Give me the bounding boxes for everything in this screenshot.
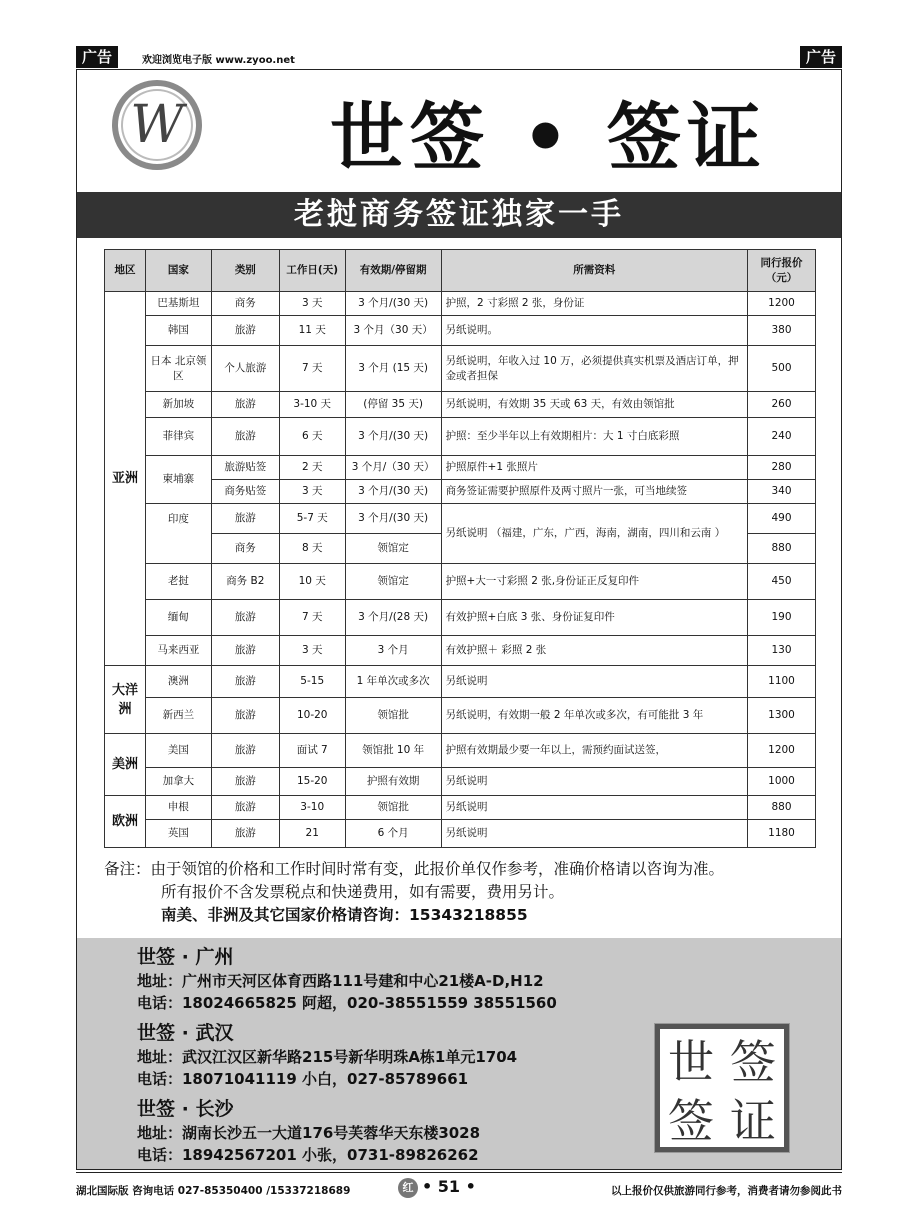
cell-validity: (停留 35 天) — [345, 392, 441, 418]
ad-tag-left: 广告 — [76, 46, 118, 68]
cell-price: 880 — [748, 796, 816, 820]
cell-requirements: 另纸说明，有效期 35 天或 63 天，有效由领馆批 — [441, 392, 747, 418]
note-line-3: 南美、非洲及其它国家价格请咨询：15343218855 — [161, 906, 528, 924]
cell-country: 缅甸 — [145, 600, 211, 636]
cell-requirements: 另纸说明 — [441, 820, 747, 848]
cell-requirements: 另纸说明，有效期一般 2 年单次或多次，有可能批 3 年 — [441, 698, 747, 734]
header-region: 地区 — [105, 250, 146, 292]
cell-type: 旅游 — [211, 734, 279, 768]
cell-validity: 领馆批 10 年 — [345, 734, 441, 768]
table-row — [105, 820, 816, 848]
cell-days: 15-20 — [279, 768, 345, 796]
cell-days: 5-15 — [279, 666, 345, 698]
table-row — [105, 504, 816, 534]
cell-type: 旅游 — [211, 698, 279, 734]
cell-type: 个人旅游 — [211, 346, 279, 392]
cell-validity: 领馆定 — [345, 534, 441, 564]
cell-validity: 3 个月（30 天） — [345, 316, 441, 346]
table-row — [105, 292, 816, 316]
cell-validity: 领馆批 — [345, 796, 441, 820]
cell-requirements: 护照原件+1 张照片 — [441, 456, 747, 480]
top-bar — [76, 46, 842, 70]
footer-left: 湖北国际版 咨询电话 027-85350400 /15337218689 — [76, 1185, 351, 1197]
header-country: 国家 — [145, 250, 211, 292]
footer-right: 以上报价仅供旅游同行参考，消费者请勿参阅此书 — [611, 1185, 842, 1197]
office-name: 世签 · 武汉 — [137, 1022, 234, 1044]
table-row — [105, 418, 816, 456]
promo-banner: 老挝商务签证独家一手 — [77, 192, 841, 238]
cell-price: 280 — [748, 456, 816, 480]
cell-country: 申根 — [145, 796, 211, 820]
cell-country: 老挝 — [145, 564, 211, 600]
stamp-char: 证 — [730, 1093, 776, 1148]
cell-days: 3 天 — [279, 292, 345, 316]
cell-country: 韩国 — [145, 316, 211, 346]
cell-days: 7 天 — [279, 600, 345, 636]
header-requirements: 所需资料 — [441, 250, 747, 292]
cell-validity: 6 个月 — [345, 820, 441, 848]
cell-type: 旅游 — [211, 796, 279, 820]
brand-stamp — [655, 1024, 789, 1152]
cell-country: 澳洲 — [145, 666, 211, 698]
cell-days: 3 天 — [279, 636, 345, 666]
cell-country: 印度 — [145, 504, 211, 564]
cell-days: 8 天 — [279, 534, 345, 564]
cell-requirements: 另纸说明 — [441, 796, 747, 820]
header-price: 同行报价（元） — [748, 250, 816, 292]
cell-days: 7 天 — [279, 346, 345, 392]
table-row — [105, 564, 816, 600]
cell-country: 柬埔寨 — [145, 456, 211, 504]
cell-price: 1200 — [748, 292, 816, 316]
table-row — [105, 636, 816, 666]
cell-days: 3 天 — [279, 480, 345, 504]
region-asia: 亚洲 — [105, 292, 146, 666]
office-name: 世签 · 长沙 — [137, 1098, 234, 1120]
cell-requirements: 有效护照+白底 3 张、身份证复印件 — [441, 600, 747, 636]
table-row — [105, 796, 816, 820]
cell-requirements: 商务签证需要护照原件及两寸照片一张，可当地续签 — [441, 480, 747, 504]
region-europe: 欧洲 — [105, 796, 146, 848]
stamp-char: 世 — [668, 1034, 714, 1089]
cell-validity: 领馆批 — [345, 698, 441, 734]
cell-days: 面试 7 — [279, 734, 345, 768]
cell-type: 旅游 — [211, 636, 279, 666]
price-table — [104, 249, 816, 848]
cell-price: 490 — [748, 504, 816, 534]
cell-price: 1000 — [748, 768, 816, 796]
cell-validity: 3 个月/(30 天) — [345, 480, 441, 504]
cell-price: 500 — [748, 346, 816, 392]
cell-type: 旅游 — [211, 504, 279, 534]
cell-country: 日本 北京领区 — [145, 346, 211, 392]
note-line-2: 所有报价不含发票税点和快递费用，如有需要，费用另计。 — [161, 883, 565, 901]
cell-country: 马来西亚 — [145, 636, 211, 666]
cell-days: 3-10 — [279, 796, 345, 820]
cell-days: 10 天 — [279, 564, 345, 600]
office-address: 地址：广州市天河区体育西路111号建和中心21楼A-D,H12 — [137, 972, 544, 990]
cell-country: 巴基斯坦 — [145, 292, 211, 316]
table-row — [105, 600, 816, 636]
cell-price: 340 — [748, 480, 816, 504]
cell-country: 新加坡 — [145, 392, 211, 418]
stamp-char: 签 — [668, 1093, 714, 1148]
cell-validity: 3 个月/（30 天） — [345, 456, 441, 480]
cell-validity: 3 个月/(30 天) — [345, 418, 441, 456]
office-phone: 电话：18071041119 小白，027-85789661 — [137, 1070, 469, 1088]
table-row — [105, 666, 816, 698]
cell-requirements: 另纸说明 — [441, 666, 747, 698]
cell-type: 商务 — [211, 292, 279, 316]
header-validity: 有效期/停留期 — [345, 250, 441, 292]
cell-requirements: 护照：至少半年以上有效期相片：大 1 寸白底彩照 — [441, 418, 747, 456]
cell-price: 450 — [748, 564, 816, 600]
cell-requirements: 护照+大一寸彩照 2 张,身份证正反复印件 — [441, 564, 747, 600]
cell-price: 190 — [748, 600, 816, 636]
cell-price: 1200 — [748, 734, 816, 768]
header-workdays: 工作日(天) — [279, 250, 345, 292]
table-row — [105, 734, 816, 768]
cell-type: 旅游 — [211, 600, 279, 636]
ad-tag-right: 广告 — [800, 46, 842, 68]
table-row — [105, 392, 816, 418]
cell-days: 3-10 天 — [279, 392, 345, 418]
cell-days: 6 天 — [279, 418, 345, 456]
note-line-1: 备注：由于领馆的价格和工作时间时常有变，此报价单仅作参考，准确价格请以咨询为准。 — [104, 860, 725, 878]
page-number-text: • 51 • — [422, 1177, 476, 1196]
cell-type: 旅游 — [211, 392, 279, 418]
cell-price: 260 — [748, 392, 816, 418]
logo-letter: W — [130, 95, 184, 155]
table-row — [105, 316, 816, 346]
cell-type: 旅游 — [211, 666, 279, 698]
region-america: 美洲 — [105, 734, 146, 796]
office-guangzhou — [137, 944, 557, 1014]
cell-type: 旅游 — [211, 316, 279, 346]
office-changsha — [137, 1096, 480, 1166]
cell-validity: 3 个月/(30 天) — [345, 292, 441, 316]
cell-validity: 3 个月 (15 天) — [345, 346, 441, 392]
cell-country: 加拿大 — [145, 768, 211, 796]
table-header-row — [105, 250, 816, 292]
cell-type: 旅游 — [211, 418, 279, 456]
table-row — [105, 480, 816, 504]
cell-price: 880 — [748, 534, 816, 564]
cell-type: 商务 B2 — [211, 564, 279, 600]
cell-days: 2 天 — [279, 456, 345, 480]
table-row — [105, 346, 816, 392]
cell-price: 1180 — [748, 820, 816, 848]
cell-type: 旅游 — [211, 820, 279, 848]
brand-title: 世签 • 签证 — [330, 95, 767, 181]
cell-requirements: 另纸说明 （福建，广东，广西，海南，湖南，四川和云南 ） — [441, 504, 747, 564]
cell-requirements: 另纸说明 — [441, 768, 747, 796]
cell-requirements: 另纸说明，年收入过 10 万，必须提供真实机票及酒店订单，押金或者担保 — [441, 346, 747, 392]
office-phone: 电话：18024665825 阿超，020-38551559 38551560 — [137, 994, 557, 1012]
cell-validity: 护照有效期 — [345, 768, 441, 796]
office-phone: 电话：18942567201 小张，0731-89826262 — [137, 1146, 479, 1164]
cell-type: 商务贴签 — [211, 480, 279, 504]
cell-requirements: 护照有效期最少要一年以上，需预约面试送签， — [441, 734, 747, 768]
stamp-char: 签 — [730, 1034, 776, 1089]
cell-price: 1300 — [748, 698, 816, 734]
table-row — [105, 698, 816, 734]
table-row — [105, 768, 816, 796]
page-footer — [76, 1172, 842, 1202]
region-oceania: 大洋洲 — [105, 666, 146, 734]
notes — [104, 858, 724, 927]
office-wuhan — [137, 1020, 517, 1090]
cell-validity: 1 年单次或多次 — [345, 666, 441, 698]
page-mark-icon: 红 — [398, 1178, 418, 1198]
cell-validity: 3 个月/(30 天) — [345, 504, 441, 534]
cell-validity: 领馆定 — [345, 564, 441, 600]
table-row — [105, 456, 816, 480]
cell-requirements: 护照，2 寸彩照 2 张，身份证 — [441, 292, 747, 316]
header-type: 类别 — [211, 250, 279, 292]
office-name: 世签 · 广州 — [137, 946, 234, 968]
cell-type: 旅游 — [211, 768, 279, 796]
cell-country: 菲律宾 — [145, 418, 211, 456]
cell-validity: 3 个月 — [345, 636, 441, 666]
cell-price: 240 — [748, 418, 816, 456]
cell-validity: 3 个月/(28 天) — [345, 600, 441, 636]
cell-country: 美国 — [145, 734, 211, 768]
cell-days: 21 — [279, 820, 345, 848]
cell-days: 11 天 — [279, 316, 345, 346]
page-number — [398, 1177, 476, 1198]
cell-price: 1100 — [748, 666, 816, 698]
cell-days: 10-20 — [279, 698, 345, 734]
cell-days: 5-7 天 — [279, 504, 345, 534]
cell-price: 380 — [748, 316, 816, 346]
cell-price: 130 — [748, 636, 816, 666]
cell-country: 英国 — [145, 820, 211, 848]
website-link[interactable]: 欢迎浏览电子版 www.zyoo.net — [142, 55, 295, 66]
cell-type: 商务 — [211, 534, 279, 564]
office-address: 地址：湖南长沙五一大道176号芙蓉华天东楼3028 — [137, 1124, 481, 1142]
brand-logo — [112, 80, 202, 170]
cell-country: 新西兰 — [145, 698, 211, 734]
cell-requirements: 有效护照＋ 彩照 2 张 — [441, 636, 747, 666]
cell-type: 旅游贴签 — [211, 456, 279, 480]
office-address: 地址：武汉江汉区新华路215号新华明珠A栋1单元1704 — [137, 1048, 518, 1066]
cell-requirements: 另纸说明。 — [441, 316, 747, 346]
